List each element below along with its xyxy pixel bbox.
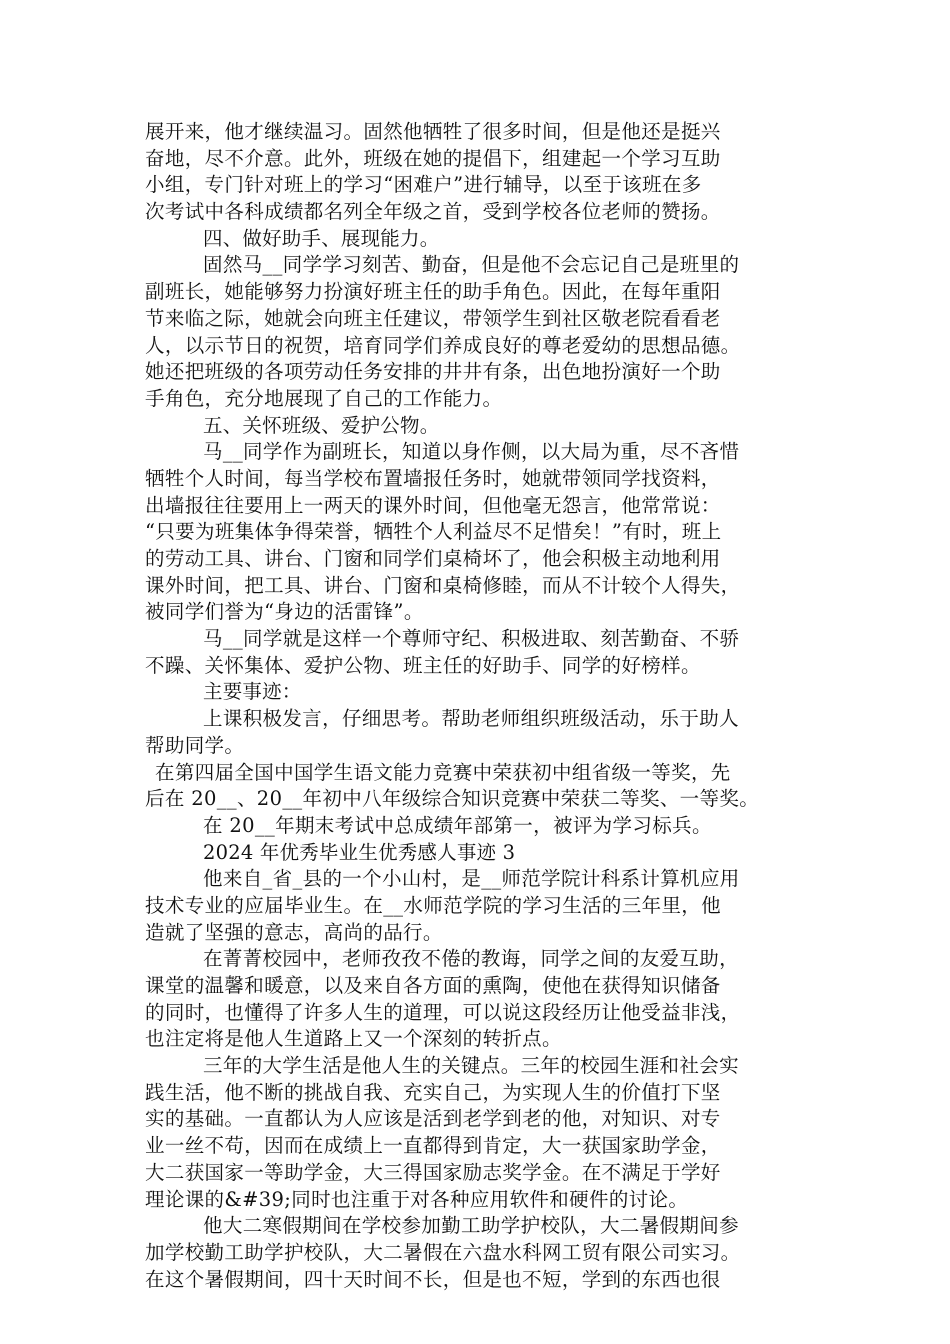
text-line: 理论课的&#39;同时也注重于对各种应用软件和硬件的讨论。: [145, 1187, 689, 1211]
text-line: 实的基础。一直都认为人应该是活到老学到老的他，对知识、对专: [145, 1107, 721, 1131]
text-line: 在这个暑假期间，四十天时间不长，但是也不短，学到的东西也很: [145, 1267, 721, 1291]
text-line: 她还把班级的各项劳动任务安排的井井有条，出色地扮演好一个助: [145, 360, 721, 384]
text-line: 牺牲个人时间，每当学校布置墙报任务时，她就带领同学找资料，: [145, 466, 721, 490]
text-line: 加学校勤工助学护校队，大二暑假在六盘水科网工贸有限公司实习。: [145, 1240, 741, 1264]
paragraph-start: 他大二寒假期间在学校参加勤工助学护校队，大二暑假期间参: [203, 1214, 739, 1238]
text-line: 课外时间，把工具、讲台、门窗和桌椅修睦，而从不计较个人得失，: [145, 573, 741, 597]
text-line: 业一丝不苟，因而在成绩上一直都得到肯定，大一获国家助学金，: [145, 1134, 721, 1158]
paragraph-start: 在 20__年期末考试中总成绩年部第一，被评为学习标兵。: [203, 813, 712, 837]
text-line: “只要为班集体争得荣誉，牺牲个人利益尽不足惜矣！”有时，班上: [145, 520, 722, 544]
text-line: 课堂的温馨和暖意，以及来自各方面的熏陶，使他在获得知识储备: [145, 974, 721, 997]
paragraph-start: 他来自_省_县的一个小山村，是__师范学院计科系计算机应用: [203, 867, 740, 891]
text-line: 造就了坚强的意志，高尚的品行。: [145, 920, 443, 944]
paragraph-start: 三年的大学生活是他人生的关键点。三年的校园生涯和社会实: [203, 1054, 739, 1078]
text-line: 节来临之际，她就会向班主任建议，带领学生到社区敬老院看看老: [145, 306, 721, 330]
section-heading: 主要事迹：: [203, 680, 302, 704]
section-heading: 五、关怀班级、爱护公物。: [203, 413, 440, 437]
text-line: 不躁、关怀集体、爱护公物、班主任的好助手、同学的好榜样。: [145, 653, 701, 677]
text-line: 技术专业的应届毕业生。在__水师范学院的学习生活的三年里，他: [145, 893, 722, 917]
text-line: 人，以示节日的祝贺，培育同学们养成良好的尊老爱幼的思想品德。: [145, 333, 741, 357]
text-line: 小组，专门针对班上的学习“困难户”进行辅导，以至于该班在多: [145, 173, 702, 197]
paragraph-start: 马__同学就是这样一个尊师守纪、积极进取、刻苦勤奋、不骄: [203, 627, 740, 651]
paragraph-start: 固然马__同学学习刻苦、勤奋，但是他不会忘记自己是班里的: [203, 253, 740, 277]
paragraph-start: 上课积极发言，仔细思考。帮助老师组织班级活动，乐于助人: [203, 707, 739, 731]
text-line: 展开来，他才继续温习。固然他牺牲了很多时间，但是他还是挺兴: [145, 120, 721, 143]
text-line: 副班长，她能够努力扮演好班主任的助手角色。因此，在每年重阳: [145, 280, 721, 304]
text-line: 出墙报往往要用上一两天的课外时间，但他毫无怨言，他常常说：: [145, 493, 721, 517]
text-line: 后在 20__、20__年初中八年级综合知识竞赛中荣获二等奖、一等奖。: [145, 787, 760, 811]
section-heading: 四、做好助手、展现能力。: [203, 226, 440, 250]
text-line: 奋地，尽不介意。此外，班级在她的提倡下，组建起一个学习互助: [145, 146, 721, 170]
text-line: 的劳动工具、讲台、门窗和同学们桌椅坏了，他会积极主动地利用: [145, 547, 721, 570]
paragraph-start: 在第四届全国中国学生语文能力竞赛中荣获初中组省级一等奖，先: [155, 760, 731, 784]
paragraph-start: 在菁菁校园中，老师孜孜不倦的教诲，同学之间的友爱互助，: [203, 947, 739, 971]
text-line: 被同学们誉为“身边的活雷锋”。: [145, 600, 424, 624]
text-line: 次考试中各科成绩都名列全年级之首，受到学校各位老师的赞扬。: [145, 200, 721, 224]
body-text: [145, 119, 815, 1293]
text-line: 帮助同学。: [145, 733, 245, 757]
text-line: 大二获国家一等助学金，大三得国家励志奖学金。在不满足于学好: [145, 1160, 721, 1184]
paragraph-start: 马__同学作为副班长，知道以身作侧，以大局为重，尽不吝惜: [203, 440, 740, 464]
text-line: 手角色，充分地展现了自己的工作能力。: [145, 386, 503, 410]
text-line: 的同时，也懂得了许多人生的道理，可以说这段经历让他受益非浅，: [145, 1000, 741, 1024]
text-line: 践生活，他不断的挑战自我、充实自己，为实现人生的价值打下坚: [145, 1080, 721, 1104]
text-line: 也注定将是他人生道路上又一个深刻的转折点。: [145, 1027, 562, 1051]
section-heading: 2024 年优秀毕业生优秀感人事迹 3: [203, 840, 516, 864]
